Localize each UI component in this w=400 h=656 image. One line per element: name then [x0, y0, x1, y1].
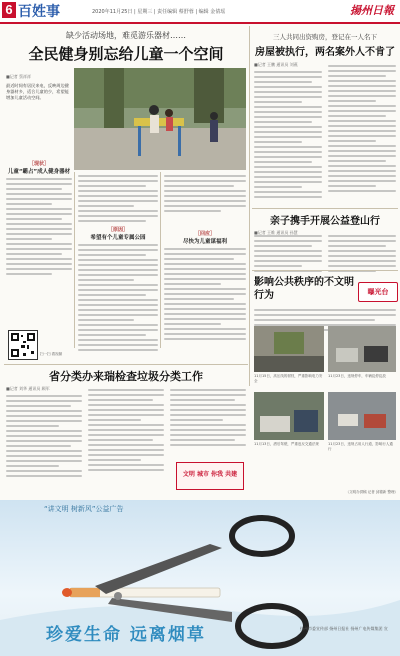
story-3-col-a — [254, 232, 322, 275]
story-1-header — [6, 30, 246, 64]
story-2-byline: ■记者 王鹏 通讯员 刘燕 — [254, 62, 298, 67]
photo-image — [254, 326, 324, 372]
exposure-photo-4 — [328, 392, 396, 440]
ad-tagline: “讲文明 树新风”公益广告 — [44, 505, 124, 513]
newspaper-logo: 揚州日報 — [350, 4, 394, 17]
story-2-headline: 房屋被执行，两名案外人不肯了 — [255, 47, 395, 58]
story-5-col-b — [88, 386, 164, 474]
exposure-photo-3 — [254, 392, 324, 440]
photo-image — [328, 326, 396, 372]
section-divider — [4, 364, 248, 365]
exposure-photo-1 — [254, 326, 324, 372]
photo-image — [328, 392, 396, 440]
story-1-col-a — [6, 160, 72, 278]
column-divider — [74, 172, 75, 348]
story-2-kicker: 三人共同出资购房，登记在一人名下 — [273, 33, 377, 41]
masthead — [0, 0, 400, 24]
story-3-headline: 亲子携手开展公益登山行 — [270, 216, 380, 227]
story-4-header — [254, 276, 358, 302]
story-1-section-marker: ［回应］ — [194, 231, 215, 237]
section-title: 百姓事 — [18, 3, 60, 19]
exposure-caption-2: 11月23日，违规停车，车辆乱停乱放 — [328, 374, 386, 378]
story-3-byline: ■记者 王维 通讯员 孙慧 — [254, 230, 298, 235]
qr-caption: 扫一扫 看视频 — [40, 352, 63, 356]
qr-code[interactable] — [8, 330, 38, 360]
story-5-col-c — [170, 386, 246, 449]
section-divider — [252, 270, 398, 271]
story-1-byline-block — [6, 74, 72, 166]
exposure-caption-3: 11月13日，酒后驾驶，严重违反交通法规 — [254, 442, 319, 446]
story-1-col-c — [164, 172, 246, 343]
qr-code-icon — [9, 331, 37, 359]
story-1-col-b — [78, 172, 158, 354]
playground-photo — [74, 68, 246, 170]
story-1-lead: 最近时间有居民来电，反映周边健身器材多，适合儿童的少，希望能增加儿童活动空间。 — [6, 83, 69, 100]
page-number: 6 — [2, 2, 16, 18]
photo-image — [254, 392, 324, 440]
story-1-kicker: 缺少活动场地，难觅游乐器材…… — [66, 31, 186, 40]
exposure-caption-1: 11月15日，高压线的树枝，严重影响电力安全 — [254, 374, 323, 383]
ad-credit: 扬州市委宣传部 扬州日报社 扬州广电传媒集团 宣 — [300, 626, 388, 631]
story-1-subhead: 尽快为儿童谋福利 — [182, 239, 227, 245]
civic-stamp-text: 文明 城市 你我 共建 — [182, 471, 238, 478]
ad-slogan: 珍爱生命 远离烟草 — [46, 625, 206, 645]
story-1-section-marker: ［现状］ — [28, 161, 49, 167]
exposure-badge-label: 曝光台 — [367, 288, 389, 296]
exposure-caption-4: 11月23日，违规占用人行道，影响行人通行 — [328, 442, 393, 451]
story-5-headline: 省分类办来瑞检查垃圾分类工作 — [49, 370, 203, 383]
story-3-col-b — [328, 232, 396, 275]
story-1-section-marker: ［原因］ — [107, 227, 128, 233]
column-divider — [160, 172, 161, 348]
story-1-byline: ■记者 蔡祥祥 — [6, 74, 32, 79]
story-2-col-b — [328, 62, 396, 195]
story-4-headline: 影响公共秩序的不文明行为 — [254, 277, 354, 301]
story-1-photo — [74, 68, 246, 170]
date-line: 2020年11月25日 | 星期三 | 责任编辑 蔡舒蓉 | 编辑 金倩瑶 — [92, 9, 226, 15]
story-1-subhead: 希望有个儿童专属公园 — [90, 235, 146, 241]
exposure-footer-note: （文明办供稿 记者 邱德新 整理） — [345, 490, 398, 494]
exposure-badge — [358, 282, 398, 302]
story-5-header — [6, 368, 246, 384]
exposure-photo-2 — [328, 326, 396, 372]
story-2-col-a — [254, 62, 322, 201]
story-1-headline: 全民健身别忘给儿童一个空间 — [28, 45, 224, 63]
page-divider — [249, 26, 250, 386]
story-5-col-a — [6, 386, 82, 480]
civic-stamp — [176, 462, 244, 490]
story-5-byline: ■记者 刘华 通讯员 顾军 — [6, 386, 50, 391]
story-2-header — [254, 32, 396, 58]
section-divider — [252, 208, 398, 209]
story-1-subhead: 儿童“霸占”成人健身器材 — [7, 169, 71, 175]
